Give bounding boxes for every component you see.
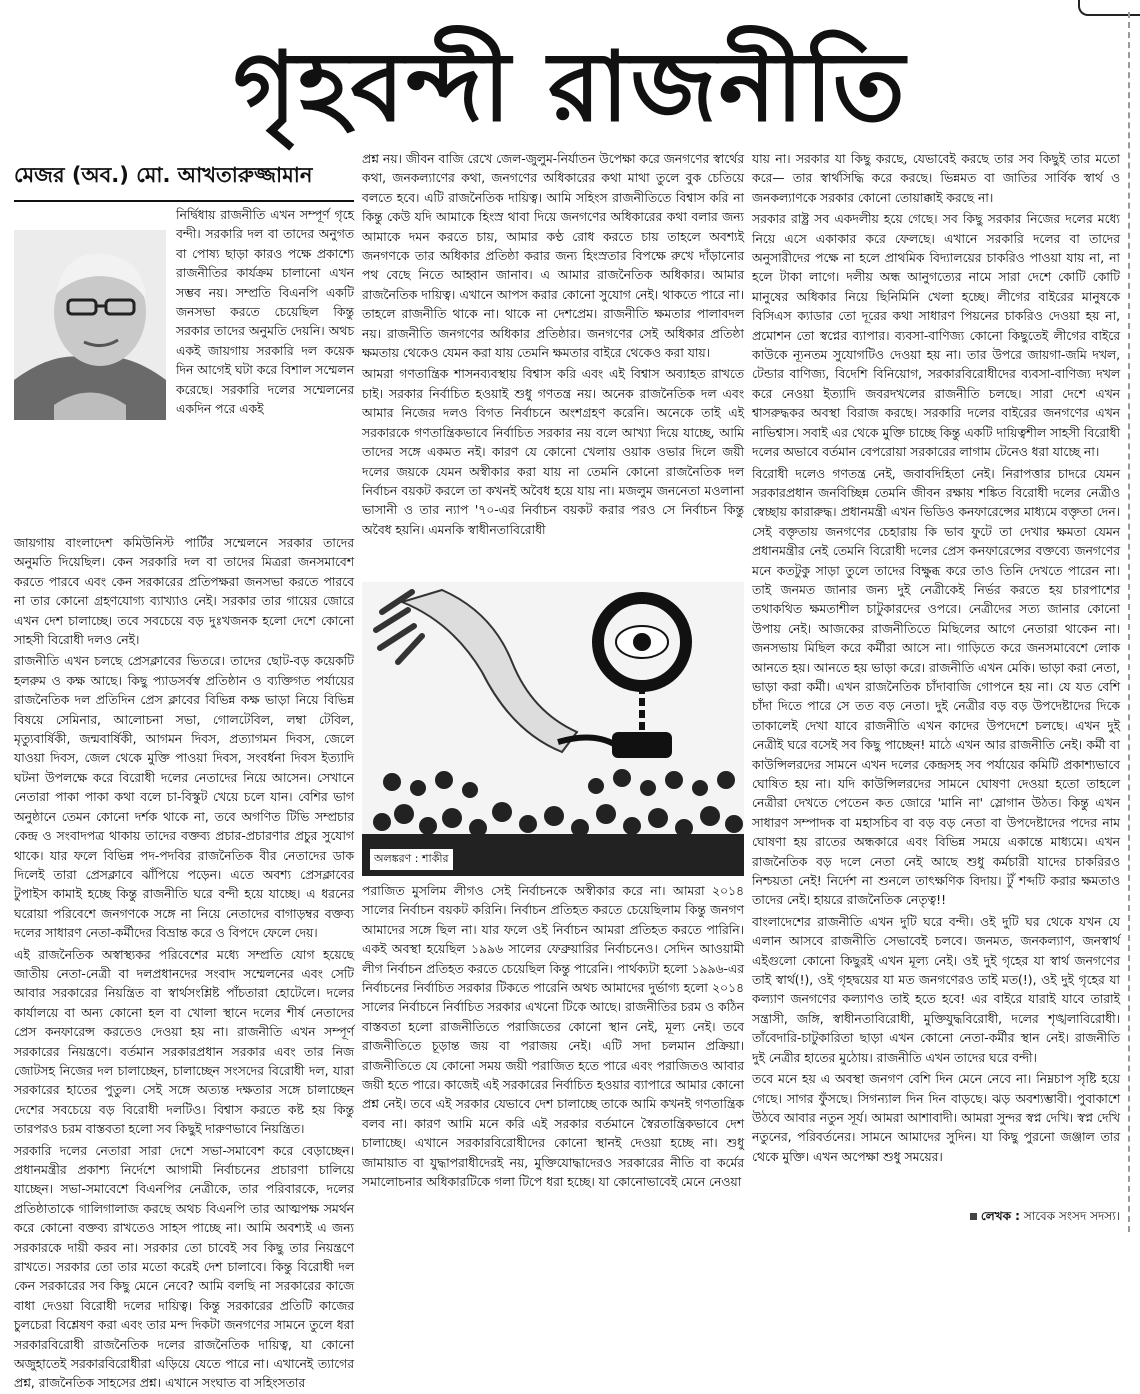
page-corner-ornament: [1078, 0, 1140, 16]
byline-rule: [14, 200, 354, 202]
paragraph: জায়গায় বাংলাদেশ কমিউনিস্ট পার্টির সম্মেলনে সরকার তাদের অনুমতি দিয়েছিল। কেন সরকারি দল বা তাদের মিত্ররা জনসমাবেশ করতে পারবে এবং কেন সরকারের প্রতিপক্ষরা জনসভা করতে পারবে না তার কোনো গ্রহণযোগ্য ব্যাখ্যাও নেই। সরকার তার গায়ের জোরে এখন দেশ চালাচ্ছে। তবে সবচেয়ে বড় দুঃখজনক হলো দেশে কোনো সাহসী বিরোধী দলও নেই।: [14, 536, 354, 648]
author-byline: মেজর (অব.) মো. আখতারুজ্জামান: [14, 163, 313, 187]
paragraph: প্রশ্ন নয়। জীবন বাজি রেখে জেল-জুলুম-নির্যাতন উপেক্ষা করে জনগণের স্বার্থের কথা, জনকল্যাণের কথা, জনগণের অধিকারের কথা মাথা তুলে বুক চেতিয়ে বলতে হবে। এটি রাজনৈতিক দায়িত্ব। আমি সহিংস রাজনীতিতে বিশ্বাস করি না কিন্তু কেউ যদি আমাকে হিংস্র থাবা দিয়ে জনগণের অধিকারের কথা বলার জন্য আমাকে দমন করতে চায়, আমার কণ্ঠ রোধ করতে চায় তাহলে অবশ্যই জনগণকে তার অধিকার প্রতিষ্ঠা করার জন্য হিংস্রতার বিপক্ষে রুখে দাঁড়ানোর পথ বেছে নিতে আহ্বান জানাব। এ আমার রাজনৈতিক অধিকার। আমার রাজনৈতিক দায়িত্ব। এখানে আপস করার কোনো সুযোগ নেই। থাকতে পারে না। তাহলে রাজনীতি থাকে না। থাকে না দেশপ্রেম। রাজনীতি ক্ষমতার পালাবদল নয়। রাজনীতি জনগণের অধিকার প্রতিষ্ঠার। জনগণের সেই অধিকার প্রতিষ্ঠা ক্ষমতায় থেকেও যেমন করা যায় তেমনি ক্ষমতার বাইরে থেকেও করা যায়।: [362, 152, 744, 361]
paragraph: বিরোধী দলেও গণতন্ত্র নেই, জবাবদিহিতা নেই। নিরাপত্তার চাদরে যেমন সরকারপ্রধান জনবিচ্ছিন্ন তেমনি জীবন রক্ষায় শঙ্কিত বিরোধী দলের নেত্রীও স্বেচ্ছায় কারারুদ্ধ। প্রধানমন্ত্রী এখন ভিডিও কনফারেন্সের মাধ্যমে বক্তৃতা দেন। সেই বক্তৃতায় জনগণের চেহারায় কি ভাব ফুটে তা দেখার ক্ষমতা যেমন প্রধানমন্ত্রীর নেই তেমনি বিরোধী দলের প্রেস কনফারেন্সের বক্তব্যে জনগণের মনে কতটুকু সাড়া তুলে তাদের বিক্ষুব্ধ করে তাও তিনি দেখতে পারেন না। তাই জনমত জানার জন্য দুই নেত্রীকেই নির্ভর করতে হয় চারপাশের তথাকথিত ক্ষমতাশীল চাটুকারদের ওপরে। নেত্রীদের সত্য জানার কোনো উপায় নেই। আজকের রাজনীতিতে মিছিলের আগে নেতারা থাকেন না। জনসভায় মিছিল করে কর্মীরা আসে না। গাড়িতে করে জনসমাবেশে লোক আনতে হয়। আনতে হয় ভাড়া করে। রাজনীতি এখন মেকি। ভাড়া করা নেতা, ভাড়া করা কর্মী। এখন রাজনৈতিক চাঁদাবাজি গোপনে হয় না। যে যত বেশি চাঁদা দিতে পারে সে তত বড় নেতা। দুই নেত্রীর বড় বড় উপদেষ্টাদের দিকে তাকালেই দেখা যাবে রাজনীতি এখন কাদের উপদেশে চলছে। এখন দুই নেত্রীই ঘরে বসেই সব কিছু পাচ্ছেন! মাঠে এখন আর রাজনীতি নেই। কর্মী বা কাউন্সিলরদের সামনে এখন দলের কেন্দ্রসহ সব পর্যায়ের কমিটি প্রকাশ্যভাবে ঘোষিত হয় না। যদি কাউন্সিলরদের সামনে ঘোষণা দেওয়া হতো তাহলে নেত্রীরা দেখতে পেতেন কত জোরে 'মানি না' স্লোগান উঠত। কিন্তু এখন সাধারণ সম্পাদক বা মহাসচিব বা বড় বড় নেতা বা উপদেষ্টাদের পদের নাম ঘোষণা হয় রাতের অন্ধকারে এবং বিভিন্ন সময়ে একান্তে মাধ্যমে। এখন রাজনৈতিক বড় দলে নেতা নেই আছে শুধু কর্মচারী যাদের চাকরিরও নিশ্চয়তা নেই! নির্দেশ না শুনলে তাৎক্ষণিক বিদায়। টুঁ শব্দটি করার ক্ষমতাও তাদের নেই। হায়রে রাজনৈতিক নেতৃত্ব!!: [752, 466, 1120, 908]
bullet-square-icon: [970, 1213, 977, 1220]
author-note: [920, 1206, 1120, 1226]
author-photo: [14, 230, 166, 420]
article-column-1-lower: [14, 534, 354, 1391]
illustration-credit: অলঙ্করণ : শাকীর: [370, 849, 453, 870]
paragraph: আমরা গণতান্ত্রিক শাসনব্যবস্থায় বিশ্বাস করি এবং এই বিশ্বাস অব্যাহত রাখতে চাই। সরকার নির্বাচিত হওয়াই শুধু গণতন্ত্র নয়। অনেক রাজনৈতিক দল এবং আমার নিজের দলও বিগত নির্বাচনে অংশগ্রহণ করেনি। অনেকে তাই এই সরকারকে গণতান্ত্রিকভাবে নির্বাচিত সরকার নয় বলে আখ্যা দিয়ে যাচ্ছে, আমি তাদের সঙ্গে একমত নই। কারণ যে কোনো খেলায় ওয়াক ওভার দিলে জয়ী দলের জয়কে যেমন অস্বীকার করা যায় না তেমনি কোনো রাজনৈতিক দল নির্বাচন বয়কট করলে তা কখনই অবৈধ হয়ে যায় না। মজলুম জননেতা মওলানা ভাসানী ও তার ন্যাপ '৭০-এর নির্বাচন বয়কট করার পরও সে নির্বাচন কিন্তু অবৈধ হয়নি। এমনকি স্বাধীনতাবিরোধী: [362, 367, 744, 537]
paragraph: পরাজিত মুসলিম লীগও সেই নির্বাচনকে অস্বীকার করে না। আমরা ২০১৪ সালের নির্বাচন বয়কট করিনি। নির্বাচন প্রতিহত করতে চেয়েছিলাম কিন্তু জনগণ আমাদের সঙ্গে ছিল না। যার ফলে ওই নির্বাচন আমরা প্রতিহত করতে পারিনি। একই অবস্থা হয়েছিল ১৯৯৬ সালের ফেব্রুয়ারির নির্বাচনেও। সেদিন আওয়ামী লীগ নির্বাচন প্রতিহত করতে চেয়েছিল কিন্তু পারেনি। পার্থক্যটা হলো ১৯৯৬-এর নির্বাচনের নির্বাচিত সরকার টিকতে পারেনি অথচ আমাদের দুর্ভাগ্য হলো ২০১৪ সালের নির্বাচনে নির্বাচিত সরকার এখনো টিকে আছে। রাজনীতির চরম ও কঠিন বাস্তবতা হলো রাজনীতিতে পরাজিতের কোনো স্থান নেই, মূল্য নেই। তবে রাজনীতিতে চূড়ান্ত জয় বা পরাজয় নেই। এটি সদা চলমান প্রক্রিয়া। রাজনীতিতে যে কোনো সময় জয়ী পরাজিত হতে পারে এবং পরাজিতও আবার জয়ী হতে পারে। কাজেই এই সরকারের নির্বাচিত হওয়ার ব্যাপারে আমার কোনো প্রশ্ন নেই। তবে এই সরকার যেভাবে দেশ চালাচ্ছে তাকে আমি কখনই গণতান্ত্রিক বলব না। কারণ আমি মনে করি এই সরকার বর্তমানে স্বৈরতান্ত্রিকভাবে দেশ চালাচ্ছে। এখানে সরকারবিরোধীদের কোনো স্থানই দেওয়া হচ্ছে না। শুধু জামায়াত বা যুদ্ধাপরাধীদেরই নয়, মুক্তিযোদ্ধাদেরও সরকারের নীতি বা কর্মের সমালোচনার অধিকারটিকে গলা টিপে ধরা হচ্ছে। যা কোনোভাবেই মেনে নেওয়া: [362, 884, 744, 1190]
paragraph: রাজনীতি এখন চলছে প্রেসক্লাবের ভিতরে। তাদের ছোট-বড় কয়েকটি হলরুম ও কক্ষ আছে। কিছু প্যাডসর্বস্ব প্রতিষ্ঠান ও ব্যক্তিগত পর্যায়ের রাজনৈতিক দল প্রতিদিন প্রেস ক্লাবের বিভিন্ন কক্ষ ভাড়া নিয়ে বিভিন্ন বিষয়ে সেমিনার, আলোচনা সভা, গোলটেবিল, লম্বা টেবিল, মৃত্যুবার্ষিকী, জন্মবার্ষিকী, আগমন দিবস, প্রত্যাগমন দিবস, জেলে যাওয়া দিবস, জেল থেকে মুক্তি পাওয়া দিবস, সংবর্ধনা দিবস ইত্যাদি ঘটনা উপলক্ষে করে বিরোধী দলের নেতাদের নিয়ে আসেন। সেখানে নেতারা পাকা পাকা কথা বলে চা-বিস্কুট খেয়ে চলে যান। বেশির ভাগ অনুষ্ঠানে তেমন কোনো দর্শক থাকে না, তবে অগণিত টিভি সম্প্রচার কেন্দ্র ও সংবাদপত্র থাকায় তাদের বক্তব্য প্রচার-প্রচারণার প্রচুর সুযোগ থাকে। যার ফলে বিভিন্ন পদ-পদবির রাজনৈতিক বীর নেতাদের ডাক দিলেই তারা প্রেসক্লাবে ঝাঁপিয়ে পড়েন। এতে অবশ্য প্রেসক্লাবের টুপাইস কামাই হচ্ছে কিন্তু রাজনীতি ঘরে বন্দী হয়ে যাচ্ছে। এ ধরনের ঘরোয়া পরিবেশে জনগণকে সঙ্গে না নিয়ে নেতাদের বাগাড়ম্বর বক্তব্য দলের সাধারণ নেতা-কর্মীদের বিভ্রান্ত করে ও বিপদে ফেলে দেয়।: [14, 654, 354, 941]
article-headline: গৃহবন্দী রাজনীতি: [233, 30, 907, 143]
paragraph: এই রাজনৈতিক অস্বাস্থ্যকর পরিবেশের মধ্যে সম্প্রতি যোগ হয়েছে জাতীয় নেতা-নেত্রী বা দলপ্রধানদের সংবাদ সম্মেলনের এবং সেটি আবার সরকারের নিয়ন্ত্রিত বা স্বার্থসংশ্লিষ্ট পাঁচতারা হোটেলে। দলের কার্যালয়ে বা অন্য কোনো হল বা খোলা স্থানে দলের শীর্ষ নেতাদের প্রেস কনফারেন্স করতেও দেওয়া হয় না। রাজনীতি এখন সম্পূর্ণ সরকারের নিয়ন্ত্রণে। বর্তমান সরকারপ্রধান সরকার এবং তার নিজ জোটসহ নিজের দল চালাচ্ছেন, চালাচ্ছেন সংসদের বিরোধী দল, যারা সরকারের হাতের পুতুল। সেই সঙ্গে অত্যন্ত দক্ষতার সঙ্গে চালাচ্ছেন দেশের সবচেয়ে বড় বিরোধী দলটিও। বিশ্বাস করতে কষ্ট হয় কিন্তু তারপরও চরম বাস্তবতা হলো সব কিছুই দারুণভাবে নিয়ন্ত্রিত।: [14, 947, 354, 1137]
article-illustration: [362, 582, 744, 876]
article-column-1-upper: [176, 206, 354, 534]
paragraph: নির্দ্বিধায় রাজনীতি এখন সম্পূর্ণ গৃহে বন্দী। সরকারি দল বা তাদের অনুগত বা পোষ্য ছাড়া কারও পক্ষে প্রকাশ্যে রাজনীতির কার্যক্রম চালানো এখন সম্ভব নয়। সম্প্রতি বিএনপি একটি জনসভা করতে চেয়েছিল কিন্তু সরকার তাদের অনুমতি দেয়নি। অথচ একই জায়গায় সরকারি দল কয়েক দিন আগেই ঘটা করে বিশাল সম্মেলন করেছে। সরকারি দলের সম্মেলনের একদিন পরে একই: [176, 208, 354, 417]
paragraph: তবে মনে হয় এ অবস্থা জনগণ বেশি দিন মেনে নেবে না। নিম্নচাপ সৃষ্টি হয়ে গেছে। সাগর ফুঁসছে। সিগন্যাল দিন দিন বাড়ছে। ঝড় অবশ্যম্ভাবী। পুবাকাশে উঠবে আবার নতুন সূর্য। আমরা আশাবাদী। আমরা সুন্দর স্বপ্ন দেখি। স্বপ্ন দেখি নতুনের, পরিবর্তনের। সামনে আমাদের সুদিন। যা কিছু পুরনো জঞ্জাল তার থেকে মুক্তি। এখন অপেক্ষা শুধু সময়ের।: [752, 1072, 1120, 1164]
paragraph: বাংলাদেশের রাজনীতি এখন দুটি ঘরে বন্দী। ওই দুটি ঘর থেকে যখন যে এলান আসবে রাজনীতি সেভাবেই চলবে। জনমত, জনকল্যাণ, জনস্বার্থ এইগুলো কোনো কিছুরই এখন মূল্য নেই। ওই দুই গৃহের যা স্বার্থ জনগণের তাই স্বার্থ(!), ওই গৃহদ্বয়ের যা মত জনগণেরও তাই মত(!), ওই দুই গৃহের যা কল্যাণ জনগণের কল্যাণও তাই হতে হবে! এর বাইরে যারাই যাবে তারাই সন্ত্রাসী, জঙ্গি, স্বাধীনতাবিরোধী, মুক্তিযুদ্ধবিরোধী, দলের শৃঙ্খলাবিরোধী। তাঁবেদারি-চাটুকারিতা ছাড়া এখন কোনো নেতা-কর্মীর স্থান নেই। রাজনীতি দুই নেত্রীর হাতের মুঠোয়। রাজনীতি এখন তাদের ঘরে বন্দী।: [752, 914, 1120, 1065]
paragraph: যায় না। সরকার যা কিছু করছে, যেভাবেই করছে তার সব কিছুই তার মতো করে— তার স্বার্থসিদ্ধি করে করছে। ভিন্নমত বা জাতির সার্বিক স্বার্থ ও জনকল্যাণকে সরকার কোনো তোয়াক্কাই করছে না।: [752, 152, 1120, 205]
column-divider: [1128, 12, 1130, 1232]
author-note-label: লেখক :: [980, 1209, 1020, 1223]
article-column-2-upper: [362, 150, 744, 576]
author-note-text: সাবেক সংসদ সদস্য।: [1023, 1209, 1120, 1223]
article-column-3: [752, 150, 1120, 1200]
paragraph: সরকার রাষ্ট্র সব একদলীয় হয়ে গেছে। সব কিছু সরকার নিজের দলের মধ্যে নিয়ে এসে একাকার করে ফেলছে। এখানে সরকারি দলের বা তাদের অনুসারীদের পক্ষে না হলে প্রাথমিক বিদ্যালয়ের চাকরিও পাওয়া যায় না, না হলে টাকা লাগে। দলীয় অন্ধ আনুগত্যের নামে সারা দেশে কোটি কোটি মানুষের অধিকার নিয়ে ছিনিমিনি খেলা হচ্ছে। লীগের বাইরের মানুষকে বিসিএস ক্যাডার তো দূরের কথা সাধারণ পিয়নের চাকরিও দেওয়া হয় না, প্রমোশন তো স্বপ্নের ব্যাপার। ব্যবসা-বাণিজ্য কোনো কিছুতেই লীগের বাইরে কাউকে ন্যূনতম সুযোগটিও দেওয়া হয় না। তার উপরে জায়গা-জমি দখল, টেন্ডার বাণিজ্য, বিদেশি বিনিয়োগ, সরকারবিরোধীদের ব্যবসা-বাণিজ্য দখল করে নেওয়া ইত্যাদি জবরদখলের রাজনীতি চলছে। সারা দেশে এখন শ্বাসরুদ্ধকর অবস্থা বিরাজ করছে। সরকারি দলের বাইরের জনগণের এখন নাভিশ্বাস। সবাই এর থেকে মুক্তি চাচ্ছে কিন্তু একটি দায়িত্বশীল সাহসী বিরোধী দলের অভাবে বর্তমান বেপরোয়া সরকারের লাগাম টেনেও ধরা যাচ্ছে না।: [752, 212, 1120, 460]
article-column-2-lower: [362, 882, 744, 1227]
paragraph: সরকারি দলের নেতারা সারা দেশে সভা-সমাবেশ করে বেড়াচ্ছেন। প্রধানমন্ত্রীর প্রকাশ্য নির্দেশে আগামী নির্বাচনের প্রচারণা চালিয়ে যাচ্ছেন। সভা-সমাবেশে বিএনপির নেত্রীকে, তার পরিবারকে, দলের প্রতিষ্ঠাতাকে গালিগালাজ করছে অথচ বিএনপি তার আত্মপক্ষ সমর্থন করে কোনো বক্তব্য রাখতেও সাহস পাচ্ছে না। আমি অবশ্যই এ জন্য সরকারকে দায়ী করব না। সরকার তো চাবেই সব কিছু তার নিয়ন্ত্রণে রাখতে। সরকার তো তার মতো করেই দেশ চালাবে। কিন্তু বিরোধী দল কেন সরকারের সব কিছু মেনে নেবে? আমি বলছি না সরকারের কাজে বাধা দেওয়া বিরোধী দলের দায়িত্ব। কিন্তু সরকারের প্রতিটি কাজের চুলচেরা বিশ্লেষণ করা এবং তার মন্দ দিকটা জনগণের সামনে তুলে ধরা সরকারবিরোধী রাজনৈতিক দলের রাজনৈতিক দায়িত্ব, যা কোনো অজুহাতেই সরকারবিরোধীরা এড়িয়ে যেতে পারে না। এখানেই ত্যাগের প্রশ্ন, রাজনৈতিক সাহসের প্রশ্ন। এখানে সংঘাত বা সহিংসতার: [14, 1143, 354, 1391]
